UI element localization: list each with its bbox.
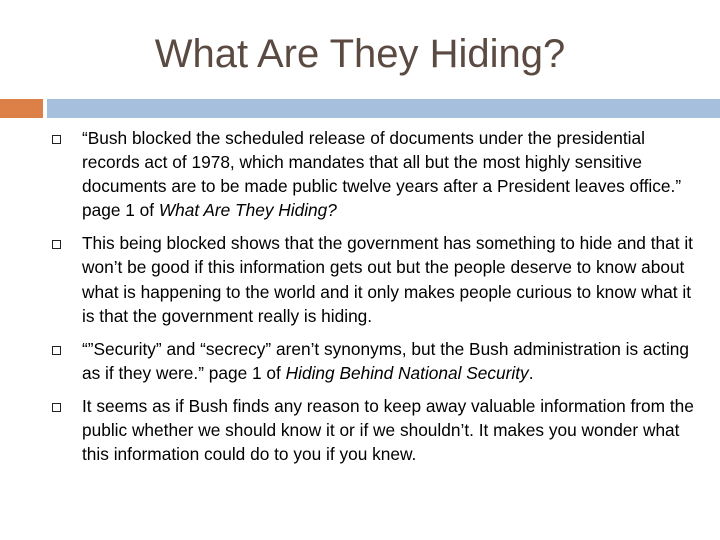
- bullet-list: [46, 126, 696, 475]
- title-accent-bar: [0, 99, 43, 118]
- slide-title: What Are They Hiding?: [154, 32, 566, 76]
- source-title: What Are They Hiding?: [158, 200, 337, 221]
- bullet-item: [46, 231, 696, 327]
- square-bullet-icon: [52, 240, 61, 249]
- square-bullet-icon: [52, 135, 61, 144]
- bullet-item: [46, 126, 696, 222]
- square-bullet-icon: [52, 346, 61, 355]
- source-title: Hiding Behind National Security: [285, 362, 529, 383]
- bullet-item: [46, 394, 696, 466]
- bullet-text: This being blocked shows that the government has something to hide and that it won’t be good if this information gets out but the people deserve to know about what is happening to the world and it only makes people curious to know what it is that the government really is hiding.: [82, 233, 693, 326]
- bullet-text: “Bush blocked the scheduled release of documents under the presidential records act of 1978, which mandates that all but the most highly sensitive documents are to be made public twelve years after a President leaves office.” page 1 of What Are They Hiding?: [82, 128, 682, 221]
- square-bullet-icon: [52, 403, 61, 412]
- bullet-item: [46, 337, 696, 385]
- bullet-text: “”Security” and “secrecy” aren’t synonyms, but the Bush administration is acting as if they were.” page 1 of Hiding Behind National Security.: [82, 338, 690, 383]
- bullet-text: It seems as if Bush finds any reason to keep away valuable information from the public whether we should know it or if we shouldn’t. It makes you wonder what this information could do to you if you knew.: [82, 395, 694, 465]
- title-divider-bar: [47, 99, 720, 118]
